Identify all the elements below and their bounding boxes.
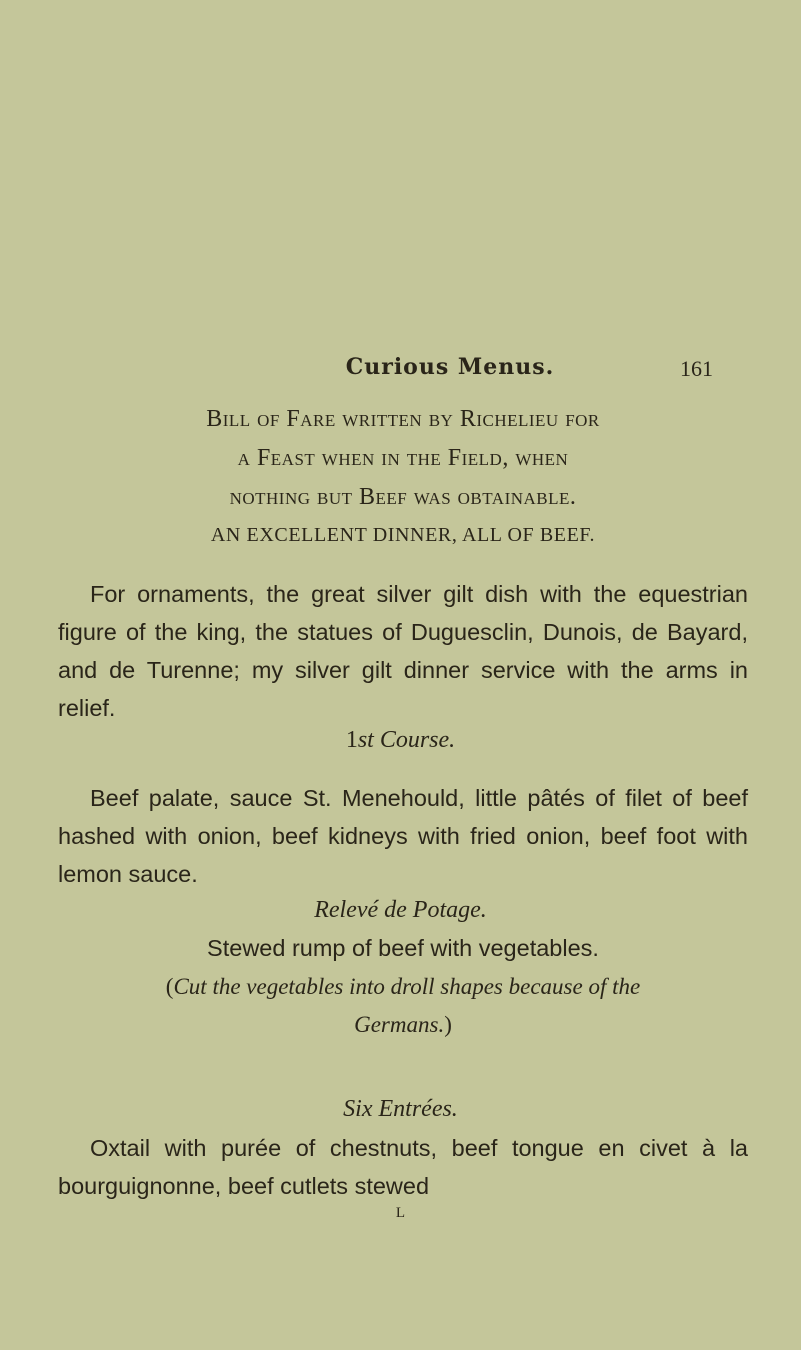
signature-mark: L (395, 1205, 406, 1221)
note-text-1: Cut the vegetables into droll shapes because of the (173, 974, 641, 999)
releve-note (58, 968, 748, 1044)
title-line-3: nothing but Beef was obtainable. (229, 484, 577, 510)
note-line-2 (58, 1006, 748, 1044)
note-open-paren: ( (165, 974, 174, 999)
title-line-1: Bill of Fare written by Richelieu for (206, 406, 600, 432)
first-course-paragraph: Beef palate, sauce St. Menehould, little pâtés of filet of beef hashed with onion, beef kidneys with fried onion, beef foot with lemon sauce. (58, 785, 748, 887)
first-course-number: 1 (345, 727, 358, 753)
page-header (0, 354, 801, 384)
bill-of-fare-title (58, 400, 748, 517)
page-number: 161 (680, 356, 713, 381)
first-course-ordinal: st (357, 727, 374, 753)
first-course-label: Course. (373, 727, 456, 753)
releve-text: Stewed rump of beef with vegetables. (207, 935, 599, 961)
ornaments-paragraph: For ornaments, the great silver gilt dish with the equestrian figure of the king, the statues of Duguesclin, Dunois, de Bayard, and de Turenne; my silver gilt dinner service with the arms in relief. (58, 581, 748, 721)
first-course-heading (0, 727, 801, 754)
running-title: Curious Menus. (345, 354, 555, 380)
releve-heading: Relevé de Potage. (314, 897, 487, 923)
entrees-paragraph: Oxtail with purée of chestnuts, beef tongue en civet à la bourguignonne, beef cutlets stewed (58, 1135, 748, 1199)
title-line-2: a Feast when in the Field, when (237, 445, 569, 471)
subtitle: AN EXCELLENT DINNER, ALL OF BEEF. (210, 524, 596, 546)
entrees-heading: Six Entrées. (343, 1096, 458, 1122)
note-text-2: Germans. (354, 1012, 445, 1037)
note-close-paren: ) (444, 1012, 452, 1037)
note-line-1 (58, 968, 748, 1006)
